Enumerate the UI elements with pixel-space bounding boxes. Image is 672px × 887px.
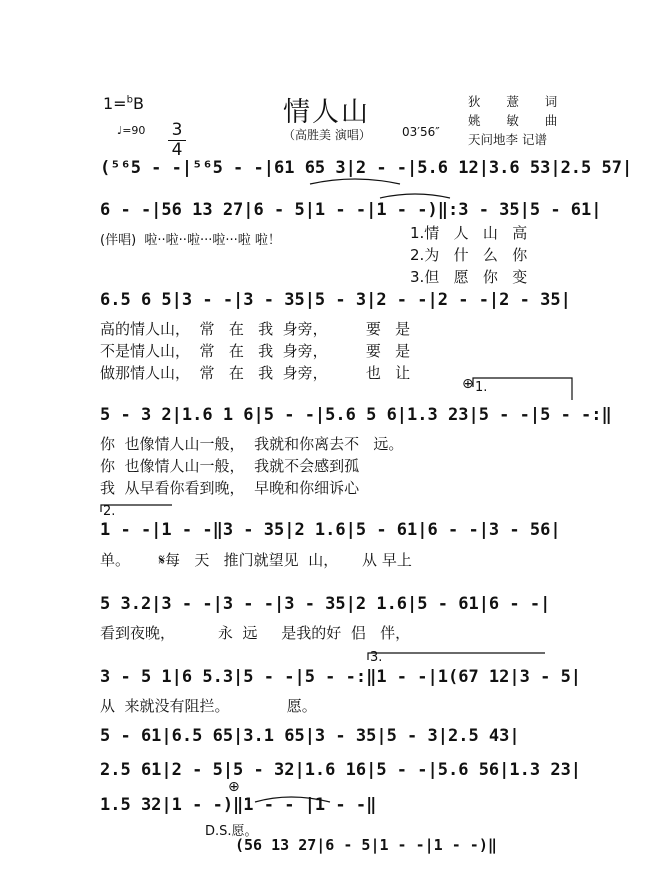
score-line-9: 2.5 61|2 - 5|5 - 32|1.6 16|5 - -|5.6 56|1.3 23| [100, 760, 582, 780]
lyric-line-6: 看到夜晚， 永 远 是我的好 侣 伴， [100, 624, 411, 642]
score-line-6: 5 3.2|3 - -|3 - -|3 - 35|2 1.6|5 - 61|6 - -| [100, 594, 551, 614]
volta-2-label: 2. [103, 504, 116, 519]
lyric-line-4-verse-3: 我 从早看你看到晚， 早晚和你细诉心 [100, 479, 360, 497]
score-line-11: (56 13 27|6 - 5|1 - -|1 - -)‖ [235, 836, 497, 854]
lyric-line-2-verse-1: 1.情 人 山 高 [410, 224, 528, 242]
tie-arc-1 [310, 179, 400, 184]
time-signature: 3 4 [168, 88, 186, 176]
score-line-5: 1 - -|1 - -‖3 - 35|2 1.6|5 - 61|6 - -|3 - 56| [100, 520, 561, 540]
coda-sign-icon: ⊕ [462, 376, 474, 392]
lyric-line-2-verse-3: 3.但 愿 你 变 [410, 268, 528, 286]
transcriber-credit: 天问地李 记谱 [468, 132, 547, 147]
tie-arc-3 [255, 797, 330, 802]
volta-3-bracket [368, 653, 545, 660]
lyric-line-2-chorus: (伴唱) 啦··啦··啦···啦···啦 啦！ [100, 233, 281, 248]
song-duration: 03′56″ [402, 125, 440, 139]
score-line-4: 5 - 3 2|1.6 1 6|5 - -|5.6 5 6|1.3 23|5 - -|5 - -:‖ [100, 405, 612, 425]
volta-1-label: 1. [475, 380, 488, 395]
singer-credit: （高胜美 演唱） [283, 128, 371, 142]
score-line-7: 3 - 5 1|6 5.3|5 - -|5 - -:‖1 - -|1(67 12|3 - 5| [100, 667, 582, 687]
lyric-line-5: 单。 𝄋每 天 推门就望见 山， 从 早上 [100, 551, 412, 569]
key-signature: 1=$^b$B [103, 94, 144, 113]
lyric-line-7: 从 来就没有阻拦。 愿。 [100, 697, 317, 715]
lyric-line-2-verse-2: 2.为 什 么 你 [410, 246, 528, 264]
score-line-10: 1.5 32|1 - -)‖1 - - |1 - -‖ [100, 795, 377, 815]
score-line-2: 6 - -|56 13 27|6 - 5|1 - -|1 - -)‖:3 - 35|5 - 61| [100, 200, 602, 220]
composer-credit: 姚 敏 曲 [468, 113, 560, 128]
lyricist-credit: 狄 薏 词 [468, 94, 560, 109]
coda-sign-icon-2: ⊕ [228, 779, 240, 795]
lyric-line-3-verse-2: 不是情人山， 常 在 我 身旁， 要 是 [100, 342, 411, 360]
volta-2-bracket [101, 505, 172, 512]
score-line-3: 6.5 6 5|3 - -|3 - 35|5 - 3|2 - -|2 - -|2 - 35| [100, 290, 571, 310]
lyric-line-3-verse-1: 高的情人山， 常 在 我 身旁， 要 是 [100, 320, 411, 338]
score-line-8: 5 - 61|6.5 65|3.1 65|3 - 35|5 - 3|2.5 43| [100, 726, 520, 746]
volta-3-label: 3. [370, 650, 383, 665]
volta-1-bracket [473, 378, 572, 400]
lyric-line-3-verse-3: 做那情人山， 常 在 我 身旁， 也 让 [100, 364, 411, 382]
ds-marking: D.S.愿。 [205, 824, 258, 839]
lyric-line-4-verse-1: 你 也像情人山一般， 我就和你离去不 远。 [100, 435, 404, 453]
lyric-line-4-verse-2: 你 也像情人山一般， 我就不会感到孤 [100, 457, 360, 475]
tempo-marking: ♩=90 [117, 124, 146, 137]
tie-arc-2 [380, 194, 450, 198]
score-line-1: (⁵⁶5 - -|⁵⁶5 - -|61 65 3|2 - -|5.6 12|3.6 53|2.5 57| [100, 158, 633, 178]
song-title: 情人山 [283, 97, 370, 128]
